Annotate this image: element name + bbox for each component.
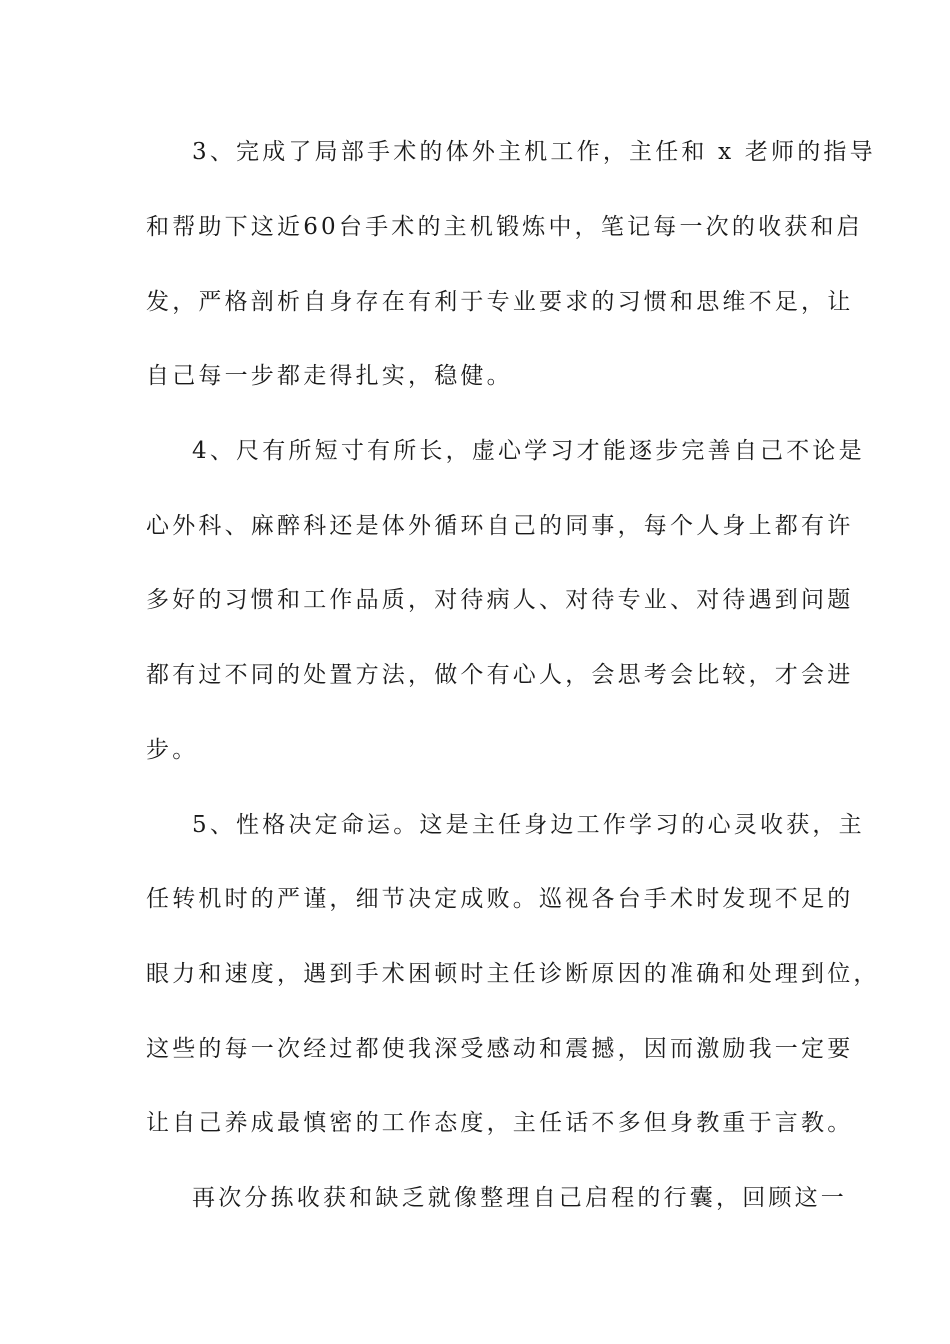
paragraph-3-line-3: 眼力和速度，遇到手术困顿时主任诊断原因的准确和处理到位， <box>146 961 880 987</box>
paragraph-1-line-2: 和帮助下这近60台手术的主机锻炼中，笔记每一次的收获和启 <box>146 214 863 240</box>
paragraph-1-line-3: 发，严格剖析自身存在有利于专业要求的习惯和思维不足，让 <box>146 289 854 315</box>
paragraph-2-line-4: 都有过不同的处置方法，做个有心人，会思考会比较，才会进 <box>146 662 854 688</box>
paragraph-1-line-4: 自己每一步都走得扎实，稳健。 <box>146 363 513 389</box>
paragraph-3-line-1: 5、性格决定命运。这是主任身边工作学习的心灵收获，主 <box>192 812 865 838</box>
paragraph-2-line-2: 心外科、麻醉科还是体外循环自己的同事，每个人身上都有许 <box>146 513 854 539</box>
paragraph-2-line-3: 多好的习惯和工作品质，对待病人、对待专业、对待遇到问题 <box>146 587 854 613</box>
paragraph-1-line-1: 3、完成了局部手术的体外主机工作，主任和 x 老师的指导 <box>192 139 876 165</box>
paragraph-2-line-5: 步。 <box>146 737 199 763</box>
paragraph-3-line-4: 这些的每一次经过都使我深受感动和震撼，因而激励我一定要 <box>146 1036 854 1062</box>
paragraph-3-line-5: 让自己养成最慎密的工作态度，主任话不多但身教重于言教。 <box>146 1110 854 1136</box>
paragraph-2-line-1: 4、尺有所短寸有所长，虚心学习才能逐步完善自己不论是 <box>192 438 865 464</box>
paragraph-4-line-1: 再次分拣收获和缺乏就像整理自己启程的行囊，回顾这一 <box>192 1185 847 1211</box>
paragraph-3-line-2: 任转机时的严谨，细节决定成败。巡视各台手术时发现不足的 <box>146 886 854 912</box>
